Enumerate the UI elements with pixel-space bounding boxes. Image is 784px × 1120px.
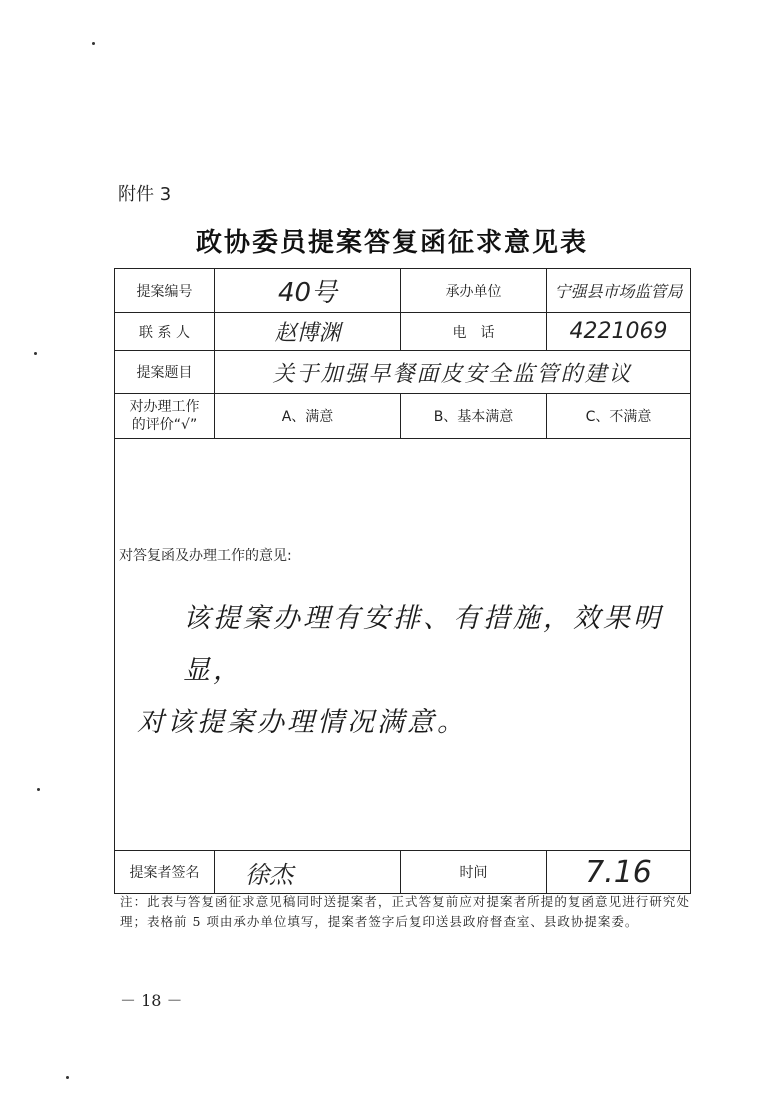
evaluation-label-line2: 的评价“√” [131, 417, 198, 433]
opinion-cell [115, 439, 691, 851]
evaluation-label-line1: 对办理工作 [129, 399, 200, 415]
form-title: 政协委员提案答复函征求意见表 [195, 228, 588, 258]
signer-value: 徐杰 [215, 851, 401, 894]
evaluation-label [115, 394, 215, 439]
topic-value: 关于加强早餐面皮安全监管的建议 [215, 351, 691, 394]
opinion-form-table [114, 268, 691, 894]
opinion-handwriting [119, 593, 690, 749]
time-value: 7.16 [547, 851, 691, 894]
handling-unit-value: 宁强县市场监管局 [547, 269, 691, 313]
time-label: 时间 [401, 851, 547, 894]
topic-label: 提案题目 [115, 351, 215, 394]
proposal-number-label: 提案编号 [115, 269, 215, 313]
contact-value: 赵博渊 [215, 313, 401, 351]
topic-row [115, 351, 691, 394]
signature-row [115, 851, 691, 894]
scan-speck [92, 42, 95, 45]
evaluation-row [115, 394, 691, 439]
contact-label: 联 系 人 [115, 313, 215, 351]
option-a-satisfied[interactable]: A、满意 [215, 394, 401, 439]
option-c-unsatisfied[interactable]: C、不满意 [547, 394, 691, 439]
footnote: 注：此表与答复函征求意见稿同时送提案者，正式答复前应对提案者所提的复函意见进行研究处理；表格前 5 项由承办单位填写，提案者签字后复印送县政府督查室、县政协提案委。 [120, 894, 690, 929]
attachment-label: 附件 3 [118, 184, 172, 205]
signer-label: 提案者签名 [115, 851, 215, 894]
scan-speck [37, 788, 40, 791]
proposal-number-row [115, 269, 691, 313]
phone-label: 电 话 [401, 313, 547, 351]
scan-speck [66, 1076, 69, 1079]
opinion-line-2: 对该提案办理情况满意。 [137, 706, 467, 738]
opinion-line-1: 该提案办理有安排、有措施，效果明显， [183, 602, 663, 686]
scan-speck [34, 352, 37, 355]
opinion-label: 对答复函及办理工作的意见: [119, 547, 292, 564]
contact-row [115, 313, 691, 351]
proposal-number-value: 40号 [215, 269, 401, 313]
phone-value: 4221069 [547, 313, 691, 351]
handling-unit-label: 承办单位 [401, 269, 547, 313]
page-number: － 18 － [120, 991, 183, 1010]
opinion-row [115, 439, 691, 851]
option-b-basically-satisfied[interactable]: B、基本满意 [401, 394, 547, 439]
